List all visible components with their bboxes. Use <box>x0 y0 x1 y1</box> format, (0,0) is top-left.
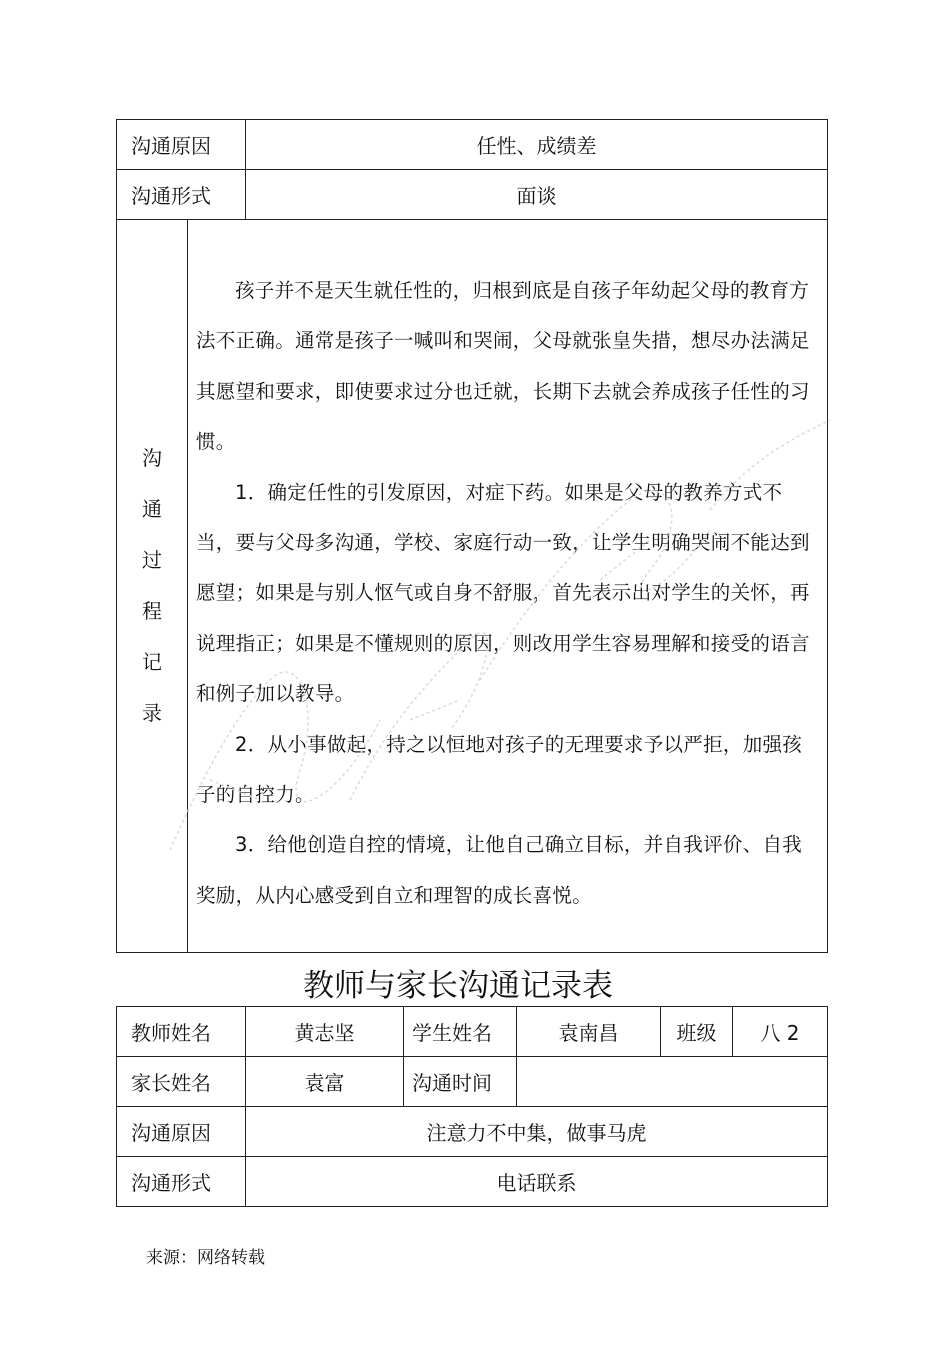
reason-value-2: 注意力不中集，做事马虎 <box>246 1107 828 1157</box>
process-label-char: 沟 <box>142 446 162 470</box>
form-label: 沟通形式 <box>117 170 246 220</box>
reason-value: 任性、成绩差 <box>246 120 828 170</box>
process-record-content <box>188 220 828 953</box>
form-value: 面谈 <box>246 170 828 220</box>
process-record-label <box>117 220 188 953</box>
communication-record-table-2 <box>116 1006 828 1207</box>
form-label-2: 沟通形式 <box>117 1157 246 1207</box>
student-name-value: 袁南昌 <box>517 1007 661 1057</box>
time-value <box>517 1057 828 1107</box>
paragraph-intro: 孩子并不是天生就任性的，归根到底是自孩子年幼起父母的教育方法不正确。通常是孩子一喊叫和哭闹，父母就张皇失措，想尽办法满足其愿望和要求，即使要求过分也迁就，长期下去就会养成孩子任性的习惯。 <box>196 279 810 454</box>
form-value-2: 电话联系 <box>246 1157 828 1207</box>
paragraph-point-1: 1．确定任性的引发原因，对症下药。如果是父母的教养方式不当，要与父母多沟通，学校、家庭行动一致，让学生明确哭闹不能达到愿望；如果是与别人怄气或自身不舒服，首先表示出对学生的关怀，再说理指正；如果是不懂规则的原因，则改用学生容易理解和接受的语言和例子加以教导。 <box>196 480 810 706</box>
parent-name-value: 袁富 <box>246 1057 404 1107</box>
process-label-char: 过 <box>142 548 162 572</box>
document-title: 教师与家长沟通记录表 <box>303 968 613 1004</box>
communication-record-table-1 <box>116 119 828 953</box>
process-label-char: 记 <box>142 650 162 674</box>
class-label: 班级 <box>661 1007 733 1057</box>
class-value: 八 2 <box>733 1007 828 1057</box>
paragraph-point-3: 3．给他创造自控的情境，让他自己确立目标，并自我评价、自我奖励，从内心感受到自立和理智的成长喜悦。 <box>196 833 803 907</box>
parent-name-label: 家长姓名 <box>117 1057 246 1107</box>
reason-label: 沟通原因 <box>117 120 246 170</box>
time-label: 沟通时间 <box>404 1057 517 1107</box>
student-name-label: 学生姓名 <box>404 1007 517 1057</box>
process-label-char: 录 <box>142 701 162 725</box>
reason-label-2: 沟通原因 <box>117 1107 246 1157</box>
source-note: 来源：网络转载 <box>146 1248 265 1268</box>
teacher-name-label: 教师姓名 <box>117 1007 246 1057</box>
process-label-char: 通 <box>142 497 162 521</box>
process-label-char: 程 <box>142 599 162 623</box>
teacher-name-value: 黄志坚 <box>246 1007 404 1057</box>
paragraph-point-2: 2．从小事做起，持之以恒地对孩子的无理要求予以严拒，加强孩子的自控力。 <box>196 732 803 807</box>
